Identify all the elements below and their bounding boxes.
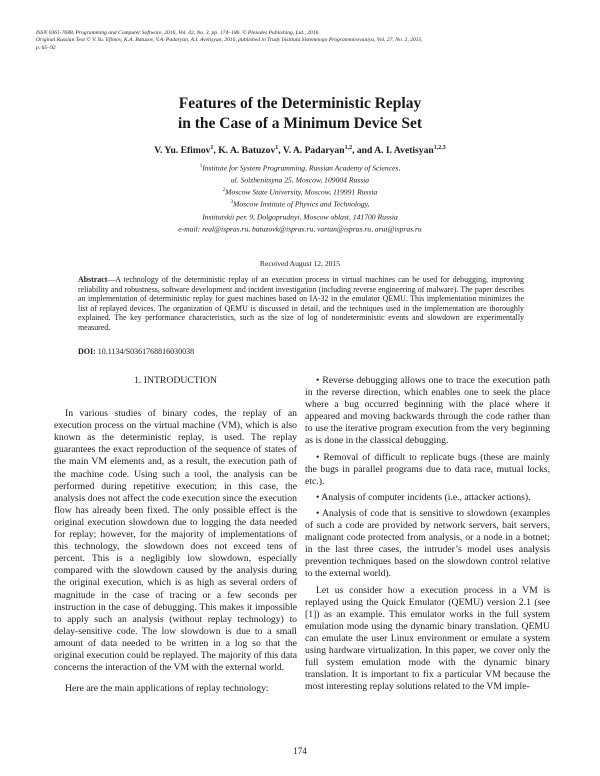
affiliation-line: ul. Solzhenitsyna 25, Moscow, 109004 Russia [230, 175, 370, 185]
author-name: K. A. Batuzov [218, 145, 276, 157]
author-separator: , [278, 145, 283, 157]
bullet-paragraph: • Analysis of code that is sensitive to slowdown (examples of such a code are provided by network servers, bait servers, malignant code protected from analysis, or a node in a botnet; in the last three cases, the intruder’s model uses analysis prevention techniques based on the slowdown control relative to the external world). [305, 507, 550, 580]
bullet-paragraph: • Analysis of computer incidents (i.e., attacker actions). [316, 491, 531, 503]
abstract-text: —A technology of the deterministic replay of an execution process in virtual machines can be used for debugging, improving reliability and robustness, software development and incident investigation (including reverse engineering of malware). The paper describes an implementation of deterministic replay for guest machines based on IA-32 in the emulator QEMU. This implementation minimizes the list of replayed devices. The organization of QEMU is discussed in detail, and the techniques used in the implementation are thoroughly explained. The key performance characteristics, such as the size of log of nondeterministic events and slowdown are experimentally measured. [78, 275, 524, 332]
author-separator: , [213, 145, 219, 157]
journal-header [36, 30, 571, 52]
bullet-paragraph: • Reverse debugging allows one to trace the execution path in the reverse direction, which enables one to seek the place where a bug occurred beginning with the place where it appeared and moving backwards through the code rather than to use the iterative program execution from the very beginning as is done in the classical debugging. [305, 375, 550, 447]
title-line-2: in the Case of a Minimum Device Set [177, 115, 423, 132]
page-number: 174 [293, 746, 307, 756]
abstract [78, 275, 524, 333]
affiliations [0, 162, 600, 235]
affiliation-line: $^1$Institute for System Programming, Russian Academy of Sciences, [199, 163, 401, 173]
doi-value: 10.1134/S0361768816030038 [97, 347, 195, 356]
body-paragraph: Here are the main applications of replay technology: [65, 683, 269, 695]
affiliation-line: Institutskii per. 9, Dolgoprudnyi, Moscow oblast, 141700 Russia [202, 212, 398, 222]
received-date: Received August 12, 2015 [259, 259, 341, 268]
affiliation-sup: 2 [222, 188, 226, 194]
section-heading: 1. INTRODUCTION [134, 375, 217, 386]
email-line: e-mail: real@ispras.ru, batuzovk@ispras.ru, vartan@ispras.ru, arut@ispras.ru [178, 224, 422, 234]
author-name: V. Yu. Efimov [154, 145, 211, 157]
body-paragraph: In various studies of binary codes, the replay of an execution process on the virtual machine (VM), which is also known as the deterministic replay, is used. The replay guarantees the exact reproduction of the sequence of states of the main VM elements and, as a result, the execution path of the machine code. Using such a tool, the analysis can be performed during repetitive execution; in this case, the analysis does not affect the code execution since the execution flow has already been fixed. The only possible effect is the original execution slowdown due to logging the data needed for replay; however, for the majority of implementations of this technology, the slowdown does not exceed tens of percent. This is a negligibly low slowdown, especially compared with the slowdown caused by the analysis during the original execution, which is as high as several orders of magnitude in the case of tracing or a few seconds per instruction in the case of debugging. This makes it impossible to apply such an analysis (without replay technology) to delay-sensitive code. The low slowdown is due to a small amount of data needed to be written in a log so that the original execution could be replayed. The majority of this data concerns the interaction of the VM with the external world. [54, 408, 297, 674]
abstract-label: Abstract [78, 275, 108, 284]
author-name: V. A. Padaryan [282, 145, 345, 157]
author-affil-sup: 1 [275, 145, 279, 151]
author-affil-sup: 1,2,3 [433, 145, 446, 151]
author-name: A. I. Avetisyan [374, 145, 434, 157]
left-column [54, 375, 297, 695]
title-line-1: Features of the Deterministic Replay [178, 95, 422, 112]
author-separator: , and [352, 145, 375, 157]
doi [78, 347, 194, 356]
right-column [305, 375, 550, 693]
affiliation-line: $^3$Moscow Institute of Physics and Technology, [230, 199, 370, 209]
affiliation-line: $^2$Moscow State University, Moscow, 119991 Russia [222, 187, 378, 197]
doi-label: DOI: [78, 347, 96, 356]
author-affil-sup: 1,2 [344, 145, 353, 151]
bullet-paragraph: • Removal of difficult to replicate bugs (these are mainly the bugs in parallel programs due to data race, mutual locks, etc.). [305, 451, 550, 487]
paper-title [0, 94, 600, 134]
affiliation-sup: 3 [230, 200, 234, 206]
header-line-3: p. 65–92 [36, 44, 56, 51]
header-line-2: Original Russian Text © V. Yu. Efimov, K.A. Batuzov, V.A. Padaryan, A.I. Avetisyan, 2016, published in Trudy Instituta Sistemnogo Programmirovaniya, Vol. 27, No. 2, 2015, [36, 37, 423, 44]
body-paragraph: Let us consider how a execution process in a VM is replayed using the Quick Emulator (QEMU) version 2.1 (see [1]) as an example. This emulator works in the full system emulation mode using the dynamic binary translation. QEMU can emulate the user Linux environment or emulate a system using hardware virtualization. In this paper, we cover only the full system emulation mode with the dynamic binary translation. It is important to fix a particular VM because the most interesting replay solutions related to the VM imple- [305, 584, 550, 693]
author-list [0, 145, 600, 156]
affiliation-sup: 1 [199, 164, 203, 169]
header-line-1: ISSN 0361-7688, Programming and Computer Software, 2016, Vol. 42, No. 3, pp. 174–186. © Pleiades Publishing, Ltd., 2016. [36, 30, 320, 36]
author-affil-sup: 1 [210, 145, 214, 151]
